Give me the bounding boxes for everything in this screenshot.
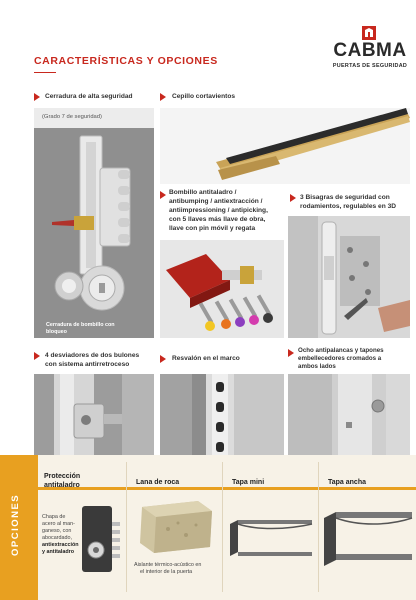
brush-label: Cepillo cortavientos (172, 93, 236, 100)
protection-desc-line2: acero al man- (42, 521, 75, 527)
protection-desc-line1: Chapa de (42, 514, 66, 520)
deviators-image (34, 374, 154, 456)
bullet-arrow-icon (160, 191, 166, 199)
wide-cap-label: Tapa ancha (328, 479, 366, 486)
lock-grade: (Grado 7 de seguridad) (42, 114, 102, 120)
deviators-label-line1: 4 desviadores de dos bulones (45, 352, 140, 359)
cylinder-keys-image (160, 240, 284, 338)
cabma-logo (328, 26, 412, 72)
title-underline (34, 72, 56, 73)
levers-label-line1: Ocho antipalancas y tapones (298, 347, 384, 354)
bullet-arrow-icon (34, 352, 40, 360)
rockwool-label: Lana de roca (136, 479, 180, 486)
protection-desc-line4: abocardado, (42, 535, 72, 541)
protection-label-line1: Protección (44, 473, 81, 480)
frame-label: Resvalón en el marco (172, 355, 240, 362)
cylinder-label-line2: antibumping / antiextracción / (169, 198, 263, 205)
lock-caption-line2: bloqueo (46, 329, 67, 335)
bullet-arrow-icon (160, 93, 166, 101)
logo-name: CABMA (333, 40, 407, 61)
cylinder-label-line1: Bombillo antitaladro / (169, 189, 237, 196)
hinges-label-line1: 3 Bisagras de seguridad con (300, 194, 390, 201)
frame-latch-image (160, 374, 284, 456)
lock-caption-line1: Cerradura de bombillo con (46, 322, 115, 328)
lock-mechanism-image (34, 128, 154, 338)
lock-photo (34, 108, 154, 338)
protection-desc-line3: ganeso, con (42, 528, 72, 534)
page-title: CARACTERÍSTICAS Y OPCIONES (34, 55, 218, 67)
cylinder-label-line5: llave con pin móvil y regata (169, 225, 256, 232)
bullet-arrow-icon (288, 349, 294, 357)
rockwool-desc-line2: el interior de la puerta (140, 569, 193, 575)
protection-desc-line6: y antitaladro (42, 549, 75, 555)
mini-cap-label: Tapa mini (232, 479, 265, 486)
logo-mark-icon (362, 26, 376, 40)
logo-subtitle: PUERTAS DE SEGURIDAD (332, 63, 408, 69)
protection-label-line2: antitaladro (44, 482, 80, 489)
mini-cap-image (226, 502, 316, 576)
cylinder-label-line3: antiimpressioning / antipicking, (169, 207, 268, 214)
bullet-arrow-icon (290, 194, 296, 202)
levers-label-line2: embellecedores cromados a (298, 355, 382, 362)
deviators-label-line2: con sistema antirretroceso (45, 361, 130, 368)
bullet-arrow-icon (160, 355, 166, 363)
hinges-image (288, 216, 410, 338)
drill-plate-image (78, 504, 124, 576)
options-tab-label: OPCIONES (10, 493, 21, 557)
rockwool-image (134, 497, 216, 557)
lock-label: Cerradura de alta seguridad (45, 93, 133, 100)
bullet-arrow-icon (34, 93, 40, 101)
hinges-label-line2: rodamientos, regulables en 3D (300, 203, 397, 210)
wide-cap-image (322, 502, 414, 576)
rockwool-desc-line1: Aislante térmico-acústico en (134, 562, 202, 568)
protection-desc-line5: antiextracción (42, 542, 79, 548)
levers-label-line3: ambos lados (298, 363, 336, 370)
cylinder-label-line4: con 5 llaves más llave de obra, (169, 216, 266, 223)
anti-lever-image (288, 374, 410, 456)
brush-seal-image (160, 108, 410, 184)
